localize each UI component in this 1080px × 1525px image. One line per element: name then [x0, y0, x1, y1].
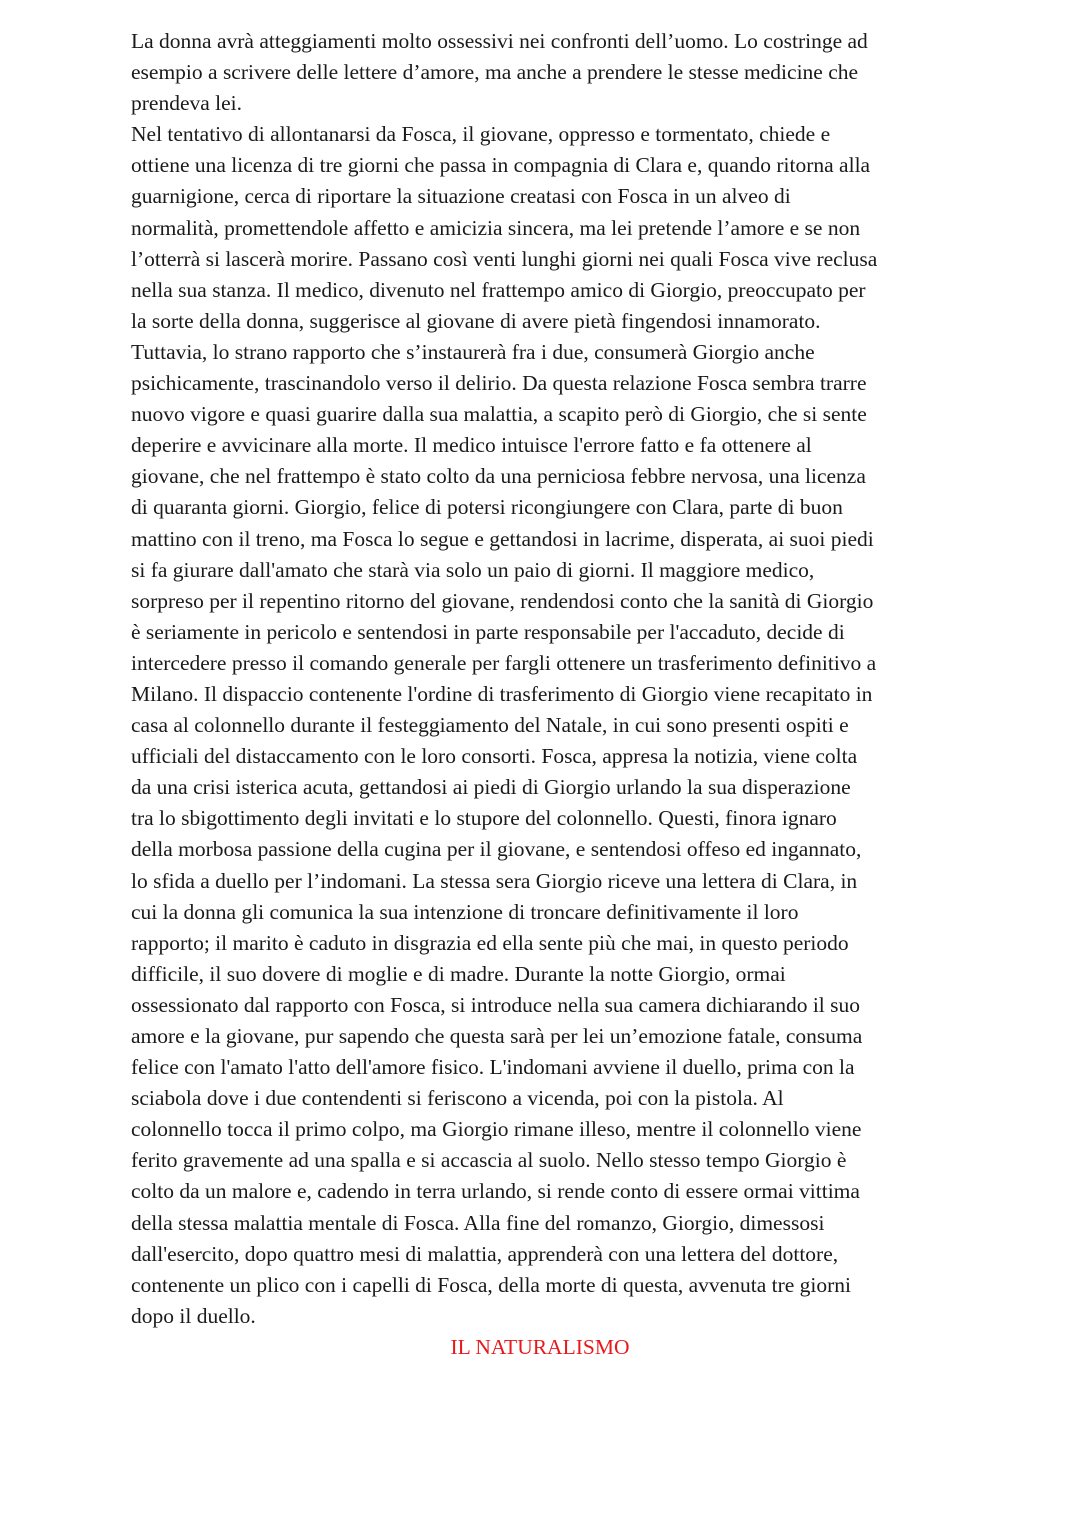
text-line: prendeva lei. — [131, 91, 243, 116]
text-line: l’otterrà si lascerà morire. Passano così venti lunghi giorni nei quali Fosca vive reclusa — [131, 246, 878, 271]
text-line: di quaranta giorni. Giorgio, felice di potersi ricongiungere con Clara, parte di buon — [131, 495, 843, 520]
text-line: lo sfida a duello per l’indomani. La stessa sera Giorgio riceve una lettera di Clara, in — [131, 868, 858, 893]
text-line: Milano. Il dispaccio contenente l'ordine di trasferimento di Giorgio viene recapitato in — [131, 681, 873, 706]
text-line: esempio a scrivere delle lettere d’amore, ma anche a prendere le stesse medicine che — [131, 60, 859, 85]
text-line: giovane, che nel frattempo è stato colto da una perniciosa febbre nervosa, una licenza — [131, 464, 866, 489]
text-line: da una crisi isterica acuta, gettandosi ai piedi di Giorgio urlando la sua disperazione — [131, 775, 851, 800]
text-line: ferito gravemente ad una spalla e si accascia al suolo. Nello stesso tempo Giorgio è — [131, 1148, 847, 1173]
section-heading: IL NATURALISMO — [450, 1334, 630, 1359]
text-line: Nel tentativo di allontanarsi da Fosca, il giovane, oppresso e tormentato, chiede e — [131, 122, 831, 147]
text-line: ufficiali del distaccamento con le loro consorti. Fosca, appresa la notizia, viene colta — [131, 744, 858, 769]
text-line: della stessa malattia mentale di Fosca. Alla fine del romanzo, Giorgio, dimessosi — [131, 1210, 825, 1235]
text-line: contenente un plico con i capelli di Fosca, della morte di questa, avvenuta tre giorni — [131, 1272, 852, 1297]
text-line: nella sua stanza. Il medico, divenuto nel frattempo amico di Giorgio, preoccupato per — [131, 277, 866, 302]
text-line: tra lo sbigottimento degli invitati e lo stupore del colonnello. Questi, finora ignaro — [131, 806, 837, 831]
text-line: rapporto; il marito è caduto in disgrazia ed ella sente più che mai, in questo periodo — [131, 930, 849, 955]
text-line: guarnigione, cerca di riportare la situazione creatasi con Fosca in un alveo di — [131, 184, 791, 209]
text-line: ossessionato dal rapporto con Fosca, si introduce nella sua camera dichiarando il suo — [131, 992, 861, 1017]
text-line: Tuttavia, lo strano rapporto che s’instaurerà fra i due, consumerà Giorgio anche — [131, 339, 815, 364]
text-line: dopo il duello. — [131, 1303, 256, 1328]
text-line: colonnello tocca il primo colpo, ma Giorgio rimane illeso, mentre il colonnello viene — [131, 1117, 862, 1142]
body-text — [131, 26, 961, 1332]
text-line: si fa giurare dall'amato che starà via solo un paio di giorni. Il maggiore medico, — [131, 557, 815, 582]
text-line: difficile, il suo dovere di moglie e di madre. Durante la notte Giorgio, ormai — [131, 961, 786, 986]
text-line: La donna avrà atteggiamenti molto ossessivi nei confronti dell’uomo. Lo costringe ad — [131, 29, 868, 53]
text-line: felice con l'amato l'atto dell'amore fisico. L'indomani avviene il duello, prima con la — [131, 1055, 855, 1080]
text-line: della morbosa passione della cugina per il giovane, e sentendosi offeso ed ingannato, — [131, 837, 862, 862]
text-line: intercedere presso il comando generale per fargli ottenere un trasferimento definitivo a — [131, 650, 877, 675]
text-line: colto da un malore e, cadendo in terra urlando, si rende conto di essere ormai vittima — [131, 1179, 860, 1204]
text-line: dall'esercito, dopo quattro mesi di malattia, apprenderà con una lettera del dottore, — [131, 1241, 839, 1266]
text-line: psichicamente, trascinandolo verso il delirio. Da questa relazione Fosca sembra trarre — [131, 371, 867, 396]
text-line: è seriamente in pericolo e sentendosi in parte responsabile per l'accaduto, decide di — [131, 619, 845, 644]
text-line: cui la donna gli comunica la sua intenzione di troncare definitivamente il loro — [131, 899, 799, 924]
text-line: normalità, promettendole affetto e amicizia sincera, ma lei pretende l’amore e se non — [131, 215, 861, 240]
text-line: ottiene una licenza di tre giorni che passa in compagnia di Clara e, quando ritorna alla — [131, 153, 871, 178]
text-line: sorpreso per il repentino ritorno del giovane, rendendosi conto che la sanità di Giorgio — [131, 588, 874, 613]
text-line: amore e la giovane, pur sapendo che questa sarà per lei un’emozione fatale, consuma — [131, 1024, 863, 1048]
text-line: mattino con il treno, ma Fosca lo segue e gettandosi in lacrime, disperata, ai suoi piedi — [131, 526, 874, 551]
text-line: sciabola dove i due contendenti si feriscono a vicenda, poi con la pistola. Al — [131, 1086, 784, 1111]
text-line: nuovo vigore e quasi guarire dalla sua malattia, a scapito però di Giorgio, che si sente — [131, 402, 867, 427]
text-line: casa al colonnello durante il festeggiamento del Natale, in cui sono presenti ospiti e — [131, 713, 849, 738]
text-line: la sorte della donna, suggerisce al giovane di avere pietà fingendosi innamorato. — [131, 308, 821, 333]
document-page — [131, 26, 961, 1363]
text-line: deperire e avvicinare alla morte. Il medico intuisce l'errore fatto e fa ottenere al — [131, 433, 812, 458]
